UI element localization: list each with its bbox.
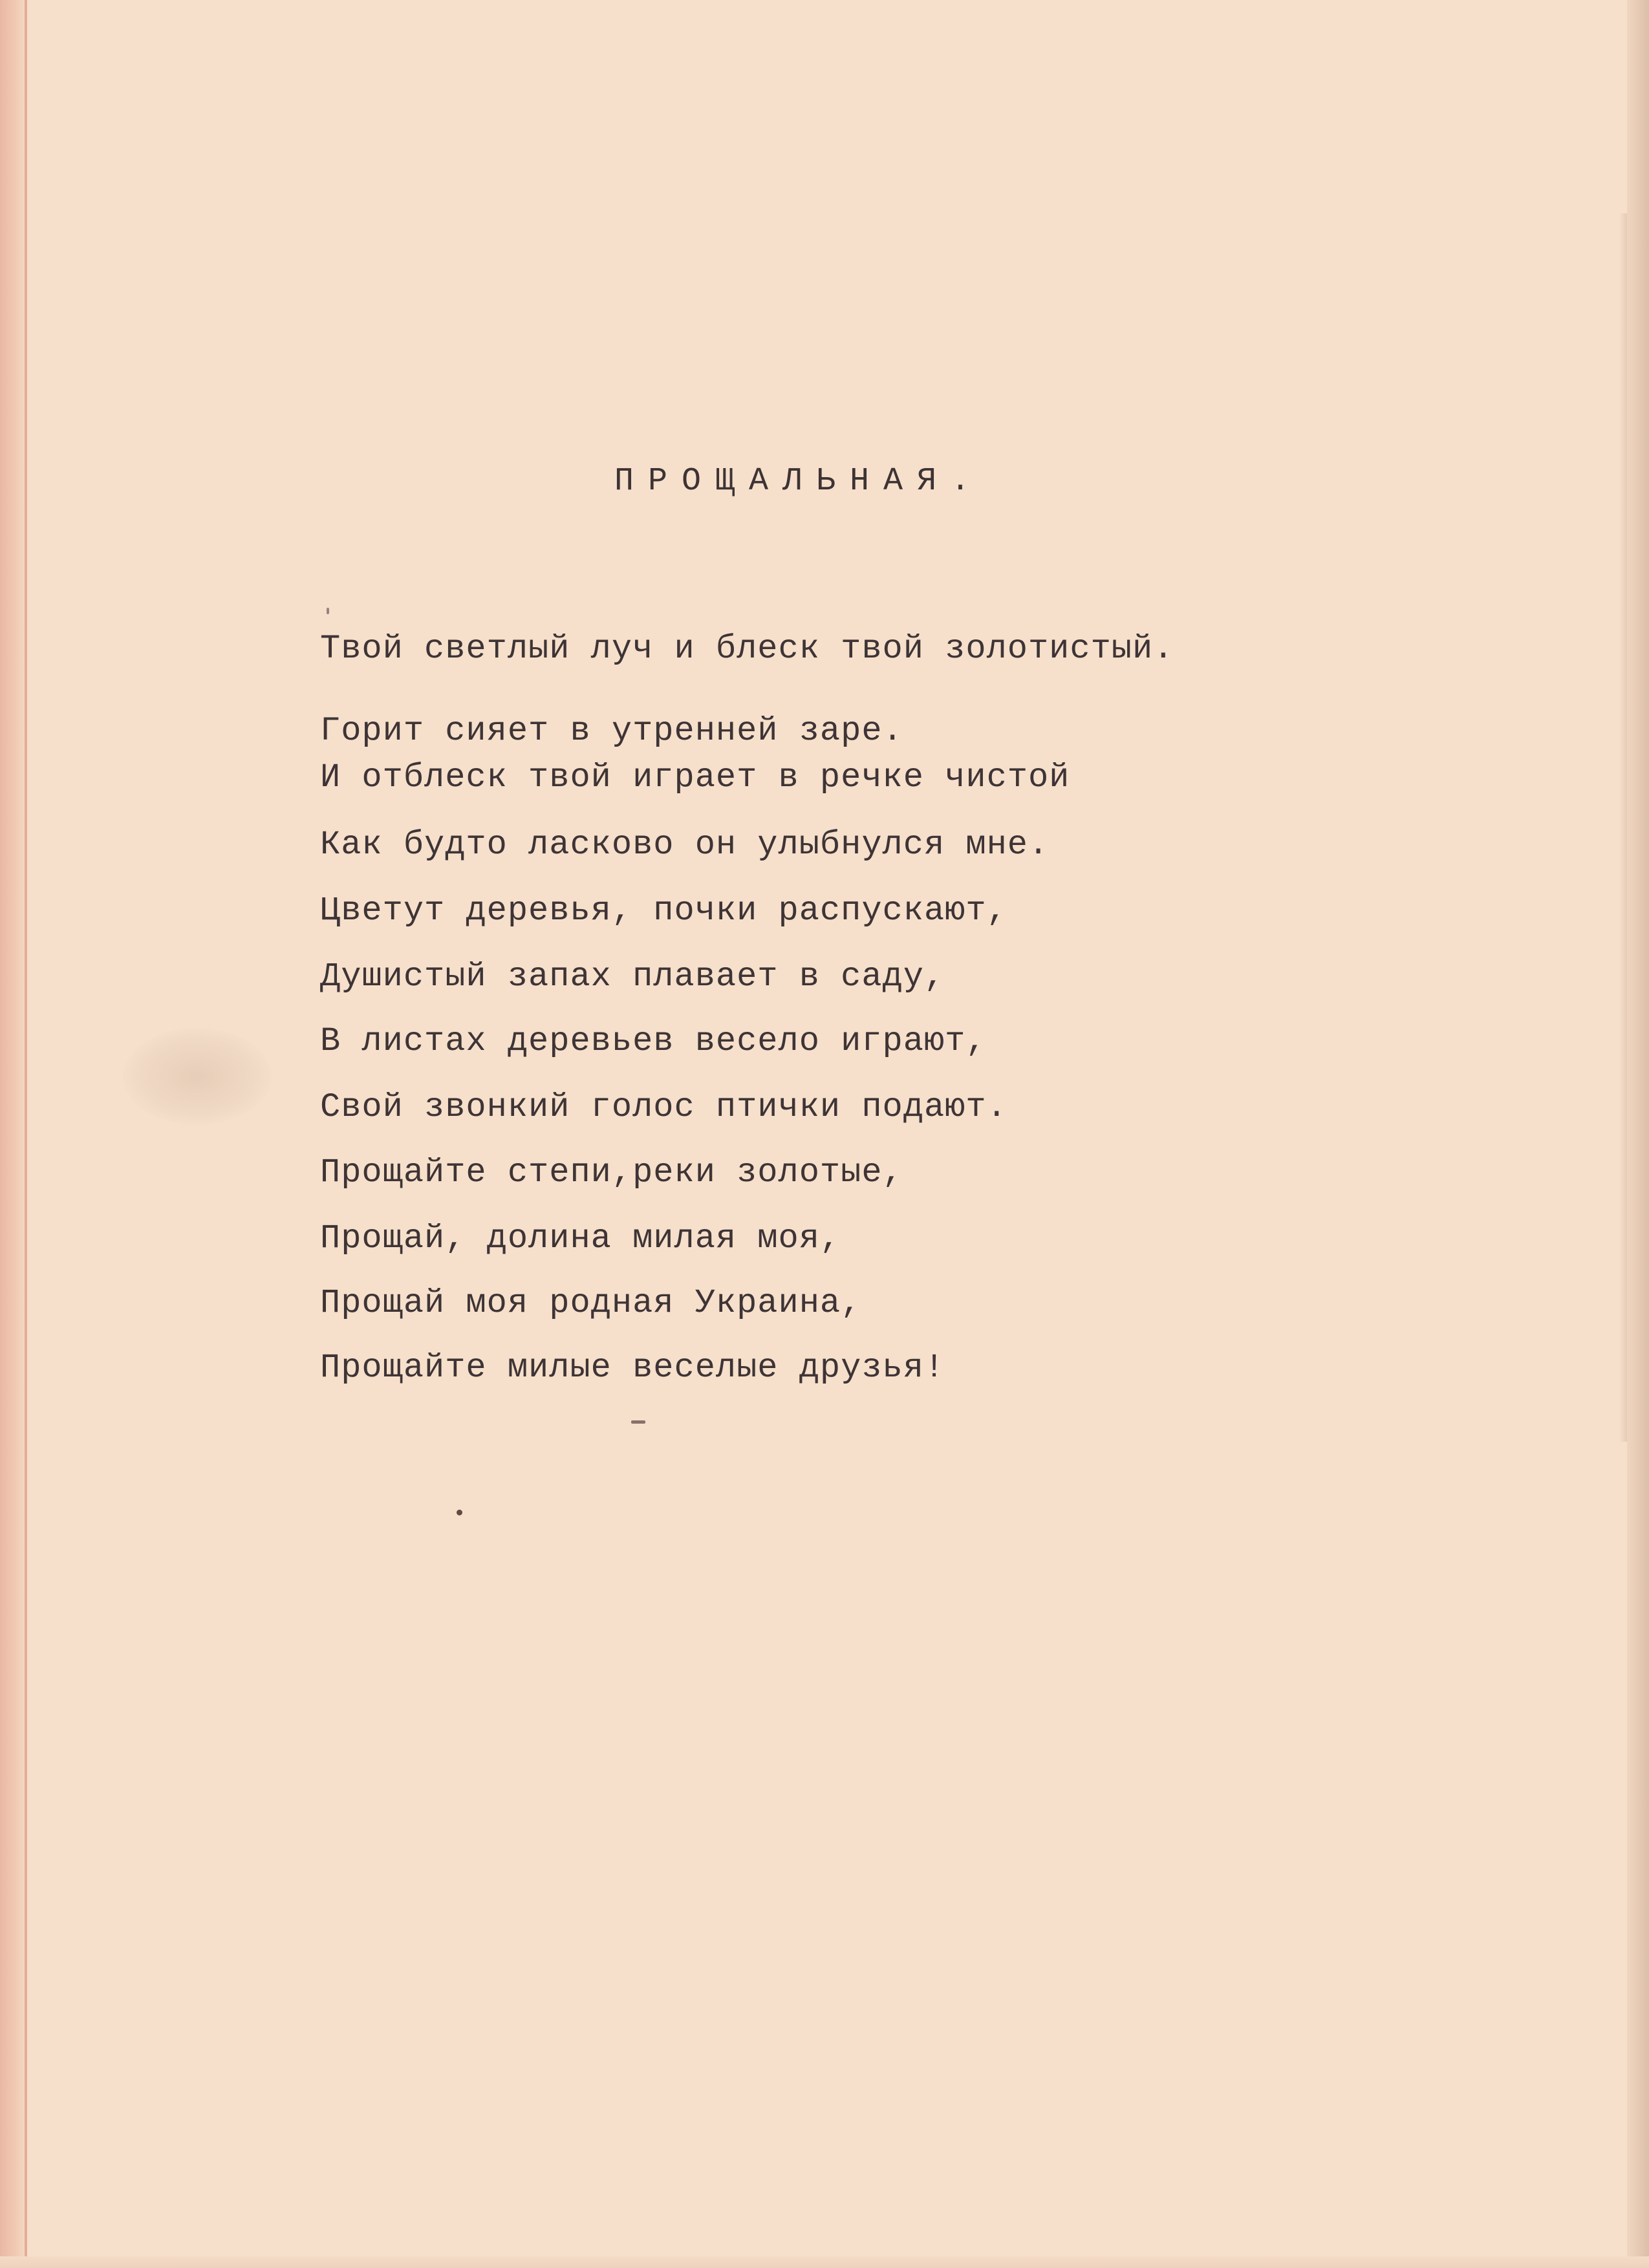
ink-tick [327,608,329,614]
poem-title: ПРОЩАЛЬНАЯ. [614,463,985,500]
poem-line-7: В листах деревьев весело играют, [320,1022,987,1060]
poem-line-3: И отблеск твой играет в речке чистой [320,758,1070,797]
page-right-shadow [1619,213,1627,1442]
poem-line-9: Прощайте степи,реки золотые, [320,1153,903,1192]
poem-line-1: Твой светлый луч и блеск твой золотистый. [320,630,1174,668]
page-left-edge-line [25,0,27,2268]
page-bottom-edge [0,2256,1649,2268]
poem-line-2: Горит сияет в утренней заре. [320,712,903,750]
poem-line-4: Как будто ласково он улыбнулся мне. [320,826,1050,864]
poem-line-8: Свой звонкий голос птички подают. [320,1088,1008,1126]
poem-line-11: Прощай моя родная Украина, [320,1284,862,1322]
page-left-edge [0,0,27,2268]
ink-mark [631,1420,645,1424]
page-right-edge [1627,0,1649,2268]
poem-line-10: Прощай, долина милая моя, [320,1219,841,1257]
poem-line-6: Душистый запах плавает в саду, [320,957,945,996]
paper-smudge [123,1028,272,1125]
poem-line-12: Прощайте милые веселые друзья! [320,1349,945,1387]
ink-speck [457,1510,462,1515]
poem-line-5: Цветут деревья, почки распускают, [320,892,1008,930]
